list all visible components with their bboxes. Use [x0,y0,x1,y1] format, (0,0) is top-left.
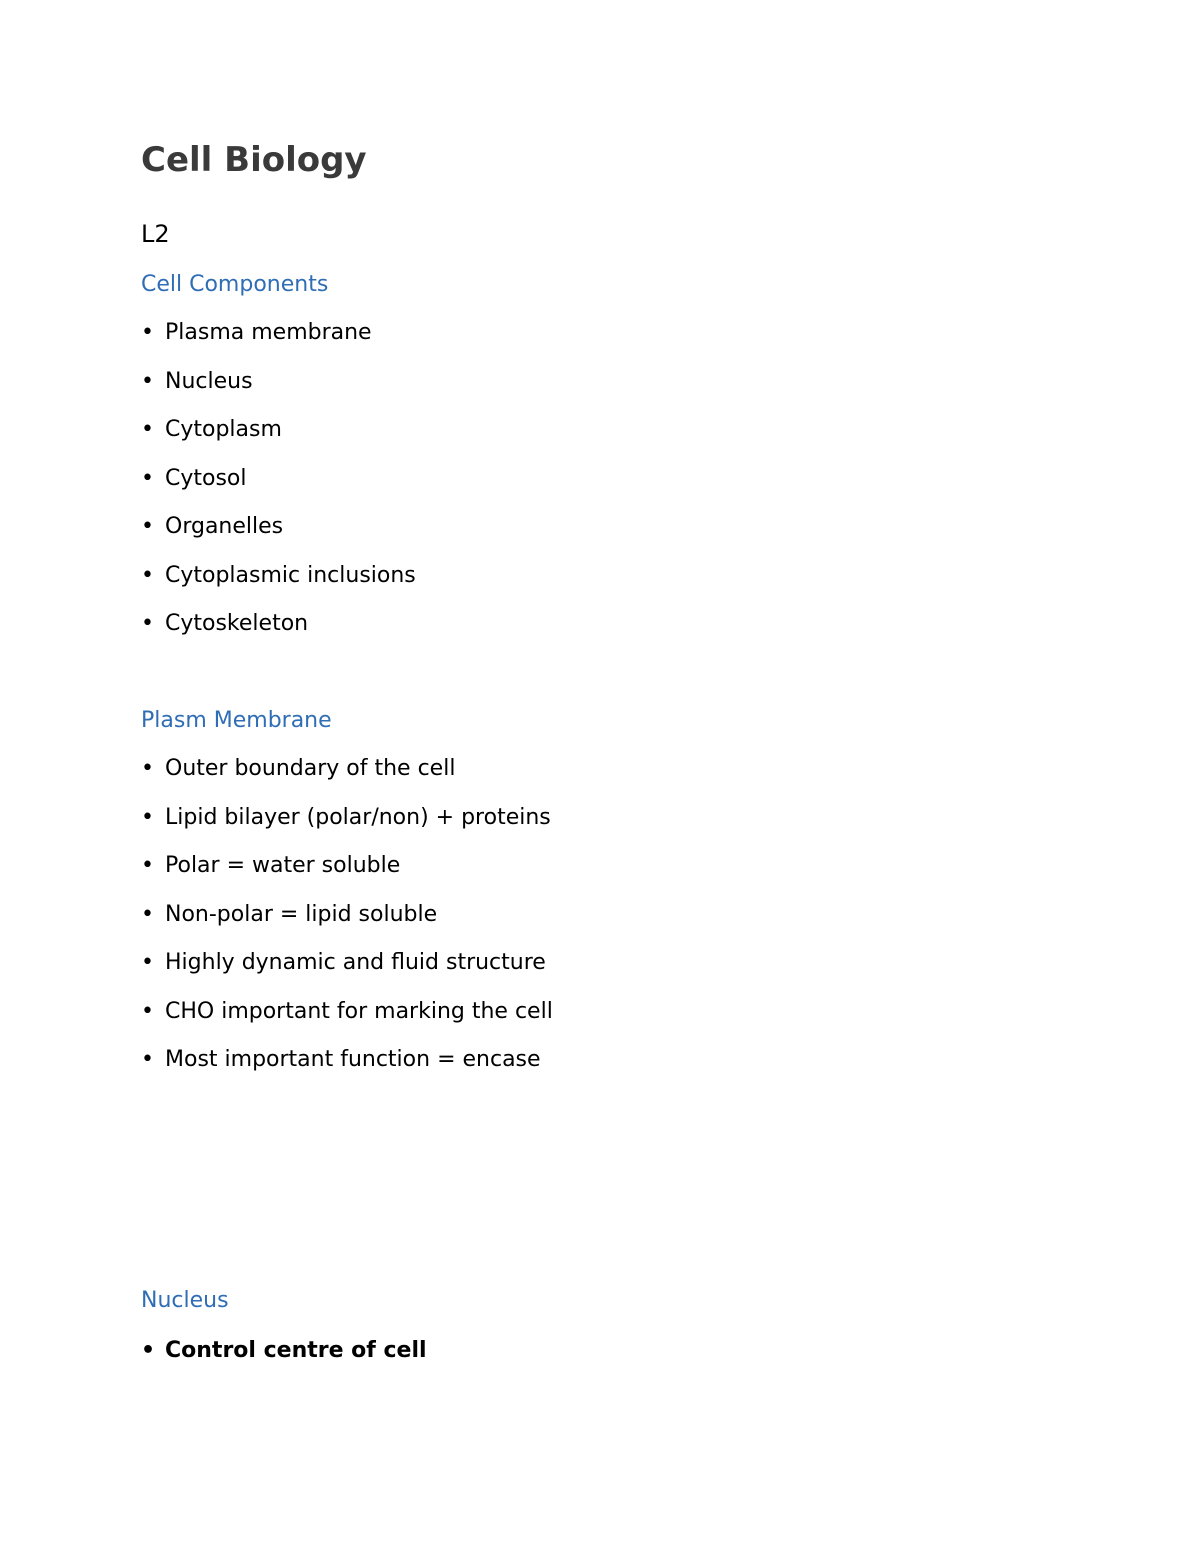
section-heading-plasm-membrane: Plasm Membrane [141,708,332,733]
bullet-icon: • [141,562,154,588]
list-item [141,900,553,949]
list-item-text: Cytoplasmic inclusions [165,562,416,588]
bullet-icon: • [141,514,154,539]
list-item [141,512,416,561]
list-item [141,1045,553,1094]
bullet-icon: • [141,368,154,394]
list-item-text: Most important function = encase [165,1047,541,1072]
bullet-icon: • [141,901,154,927]
list-item [141,997,553,1046]
list-item-text: Polar = water soluble [165,853,401,878]
list-item-text: Cytoskeleton [165,611,309,636]
bullet-icon: • [141,756,154,781]
list-item [141,754,553,803]
list-item-text: Organelles [165,514,284,539]
list-item [141,1336,427,1385]
list-item-text: Lipid bilayer (polar/non) + proteins [165,804,551,830]
list-item [141,609,416,658]
bullet-icon: • [141,417,154,442]
plasm-membrane-list [141,754,553,1094]
nucleus-list [141,1336,427,1385]
list-item [141,803,553,852]
bullet-icon: • [141,320,154,345]
list-item-text: CHO important for marking the cell [165,998,553,1024]
list-item-text: Plasma membrane [165,320,372,345]
section-heading-nucleus: Nucleus [141,1288,229,1313]
list-item [141,948,553,997]
bullet-icon: • [141,998,154,1024]
section-heading-cell-components: Cell Components [141,272,329,297]
document-title: Cell Biology [141,140,367,180]
bullet-icon: • [141,950,154,975]
list-item [141,851,553,900]
bullet-icon: • [141,1047,154,1072]
list-item [141,561,416,610]
list-item-text: Cytosol [165,465,247,491]
list-item [141,415,416,464]
bullet-icon: • [141,804,154,830]
list-item [141,318,416,367]
bullet-icon: • [141,465,154,491]
list-item [141,367,416,416]
document-subtitle: L2 [141,220,170,248]
bullet-icon: • [141,1338,156,1363]
list-item-text: Cytoplasm [165,417,282,442]
list-item-text: Outer boundary of the cell [165,756,456,781]
list-item [141,464,416,513]
list-item-text: Nucleus [165,368,253,394]
list-item-text: Control centre of cell [165,1338,427,1363]
bullet-icon: • [141,853,154,878]
list-item-text: Non-polar = lipid soluble [165,901,438,927]
bullet-icon: • [141,611,154,636]
list-item-text: Highly dynamic and fluid structure [165,950,546,975]
cell-components-list [141,318,416,658]
